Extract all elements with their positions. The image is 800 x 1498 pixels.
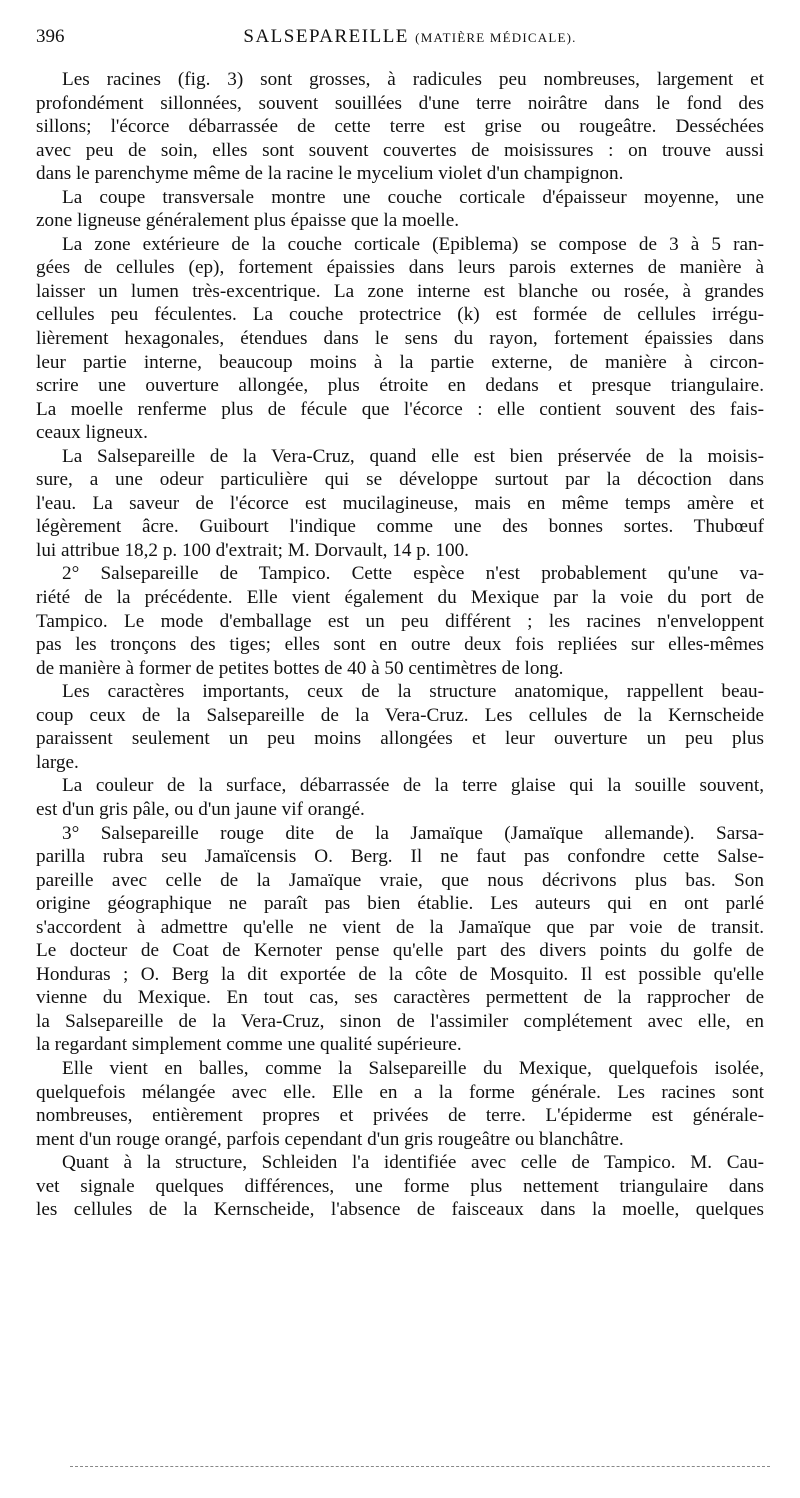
text-line: Les racines (fig. 3) sont grosses, à radicules peu nombreuses, largement et bbox=[62, 69, 764, 90]
text-line: laisser un lumen très-excentrique. La zone interne est blanche ou rosée, à grandes bbox=[36, 280, 764, 302]
text-line: coup ceux de la Salsepareille de la Vera-Cruz. Les cellules de la Kernscheide bbox=[36, 704, 764, 726]
text-line: 2° Salsepareille de Tampico. Cette espèce n'est probablement qu'une va- bbox=[62, 563, 764, 585]
text-line: lièrement hexagonales, étendues dans le sens du rayon, fortement épaissies dans bbox=[36, 328, 764, 350]
text-line: Les caractères importants, ceux de la structure anatomique, rappellent beau- bbox=[62, 681, 764, 703]
text-line: s'accordent à admettre qu'elle ne vient de la Jamaïque que par voie de transit. bbox=[36, 916, 764, 938]
text-line: Le docteur de Coat de Kernoter pense qu'elle part des divers points du golfe de bbox=[36, 940, 764, 962]
text-line: La moelle renferme plus de fécule que l'écorce : elle contient souvent des fais- bbox=[36, 398, 764, 420]
text-line: ment d'un rouge orangé, parfois cependant d'un gris rougeâtre ou blanchâtre. bbox=[36, 1128, 624, 1150]
text-line: La coupe transversale montre une couche corticale d'épaisseur moyenne, une bbox=[62, 186, 764, 208]
text-line: pas les tronçons des tiges; elles sont en outre deux fois repliées sur elles-mêmes bbox=[36, 634, 764, 656]
text-line: large. bbox=[36, 751, 79, 773]
text-line: la regardant simplement comme une qualité supérieure. bbox=[36, 1034, 462, 1056]
text-line: sillons; l'écorce débarrassée de cette terre est grise ou rougeâtre. Desséchées bbox=[36, 116, 764, 138]
text-line: nombreuses, entièrement propres et privées de terre. L'épiderme est générale- bbox=[36, 1105, 764, 1127]
running-title-subtitle: (MATIÈRE MÉDICALE). bbox=[415, 30, 577, 45]
running-title bbox=[96, 26, 724, 48]
text-line: profondément sillonnées, souvent souillées d'une terre noirâtre dans le fond des bbox=[36, 92, 764, 114]
text-line: zone ligneuse généralement plus épaisse que la moelle. bbox=[36, 210, 460, 232]
body-text bbox=[36, 68, 764, 1222]
text-line: La Salsepareille de la Vera-Cruz, quand elle est bien préservée de la moisis- bbox=[62, 445, 764, 467]
page-number: 396 bbox=[36, 26, 65, 47]
text-line: cellules peu féculentes. La couche protectrice (k) est formée de cellules irrégu- bbox=[36, 304, 764, 326]
text-line: dans le parenchyme même de la racine le mycelium violet d'un champignon. bbox=[36, 163, 624, 185]
text-line: 3° Salsepareille rouge dite de la Jamaïque (Jamaïque allemande). Sarsa- bbox=[62, 822, 764, 844]
text-line: Quant à la structure, Schleiden l'a identifiée avec celle de Tampico. M. Cau- bbox=[62, 1152, 764, 1174]
text-line: parilla rubra seu Jamaïcensis O. Berg. Il ne faut pas confondre cette Salse- bbox=[36, 846, 764, 868]
running-header bbox=[36, 26, 764, 62]
text-line: vienne du Mexique. En tout cas, ses caractères permettent de la rapprocher de bbox=[36, 987, 764, 1009]
text-line: légèrement âcre. Guibourt l'indique comme une des bonnes sortes. Thubœuf bbox=[36, 516, 764, 538]
running-title-main: SALSEPAREILLE bbox=[243, 26, 409, 47]
text-line: leur partie interne, beaucoup moins à la partie externe, de manière à circon- bbox=[36, 351, 764, 373]
text-line: pareille avec celle de la Jamaïque vraie, que nous décrivons plus bas. Son bbox=[36, 869, 764, 891]
text-line: paraissent seulement un peu moins allongées et leur ouverture un peu plus bbox=[36, 728, 764, 750]
text-line: quelquefois mélangée avec elle. Elle en a la forme générale. Les racines sont bbox=[36, 1081, 764, 1103]
text-line: Elle vient en balles, comme la Salsepareille du Mexique, quelquefois isolée, bbox=[62, 1057, 764, 1079]
text-line: origine géographique ne paraît pas bien établie. Les auteurs qui en ont parlé bbox=[36, 893, 764, 915]
text-line: vet signale quelques différences, une forme plus nettement triangulaire dans bbox=[36, 1175, 764, 1197]
text-line: Honduras ; O. Berg la dit exportée de la côte de Mosquito. Il est possible qu'elle bbox=[36, 963, 764, 985]
text-line: lui attribue 18,2 p. 100 d'extrait; M. Dorvault, 14 p. 100. bbox=[36, 539, 469, 561]
text-line: La zone extérieure de la couche corticale (Epiblema) se compose de 3 à 5 ran- bbox=[62, 233, 764, 255]
text-line: Tampico. Le mode d'emballage est un peu différent ; les racines n'enveloppent bbox=[36, 610, 764, 632]
text-line: est d'un gris pâle, ou d'un jaune vif orangé. bbox=[36, 798, 365, 820]
text-line: avec peu de soin, elles sont souvent couvertes de moisissures : on trouve aussi bbox=[36, 139, 764, 161]
text-line: ceaux ligneux. bbox=[36, 422, 148, 444]
text-line: sure, a une odeur particulière qui se développe surtout par la décoction dans bbox=[36, 469, 764, 491]
footer-rule bbox=[70, 1466, 770, 1467]
text-line: gées de cellules (ep), fortement épaissies dans leurs parois externes de manière à bbox=[36, 257, 764, 279]
text-line: l'eau. La saveur de l'écorce est mucilagineuse, mais en même temps amère et bbox=[36, 492, 764, 514]
text-line: de manière à former de petites bottes de 40 à 50 centimètres de long. bbox=[36, 657, 564, 679]
text-line: La couleur de la surface, débarrassée de la terre glaise qui la souille souvent, bbox=[62, 775, 764, 797]
text-line: scrire une ouverture allongée, plus étroite en dedans et presque triangulaire. bbox=[36, 375, 764, 397]
text-line: les cellules de la Kernscheide, l'absence de faisceaux dans la moelle, quelques bbox=[36, 1199, 764, 1221]
document-page bbox=[36, 26, 764, 1222]
text-line: la Salsepareille de la Vera-Cruz, sinon de l'assimiler complétement avec elle, en bbox=[36, 1010, 764, 1032]
text-line: riété de la précédente. Elle vient également du Mexique par la voie du port de bbox=[36, 587, 764, 609]
